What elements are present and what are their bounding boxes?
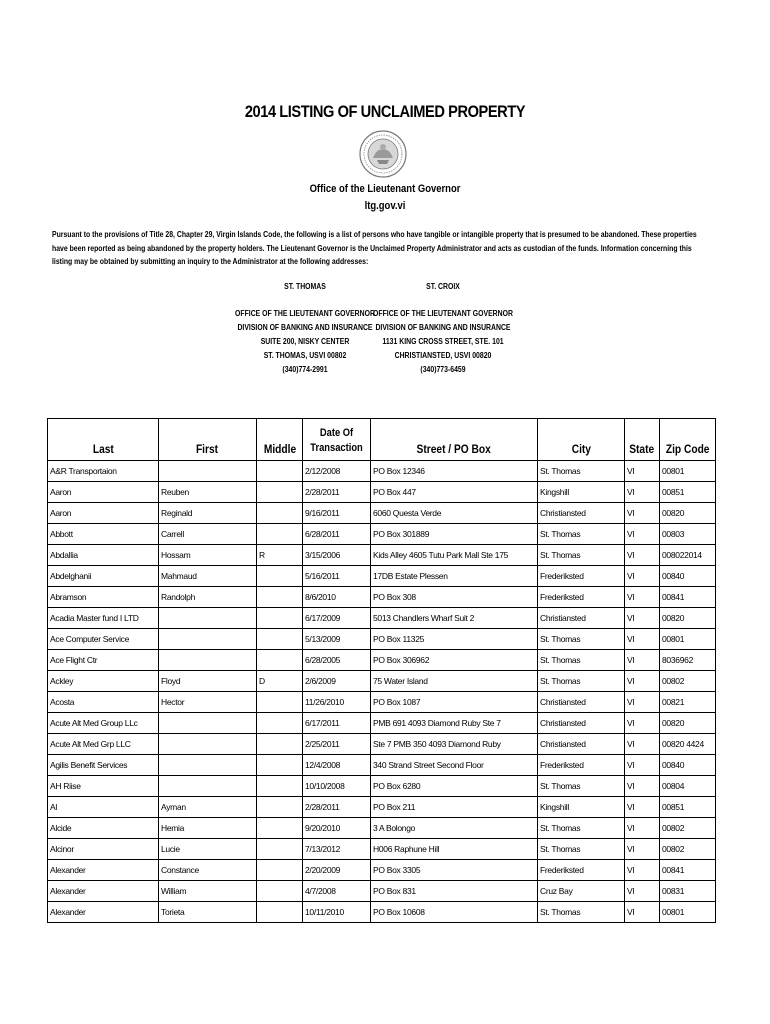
cell-street: PO Box 306962 [371,650,538,671]
cell-first: Hossam [159,545,257,566]
address-line: CHRISTIANSTED, USVI 00820 [394,351,492,360]
cell-state: VI [625,734,660,755]
cell-middle [257,608,303,629]
cell-first: Hemia [159,818,257,839]
table-row [48,902,716,923]
cell-middle: D [257,671,303,692]
cell-zip: 00831 [660,881,716,902]
column-header-middle: Middle [257,419,303,461]
cell-last: Ace Computer Service [48,629,159,650]
cell-city: St. Thomas [538,671,625,692]
address-st-croix [361,280,524,377]
cell-zip: 00801 [660,461,716,482]
cell-middle [257,713,303,734]
cell-middle [257,566,303,587]
cell-middle [257,692,303,713]
column-header-zip: Zip Code [660,419,716,461]
cell-first: Ayman [159,797,257,818]
seal-icon [359,130,407,178]
cell-middle: R [257,545,303,566]
cell-first: Carrell [159,524,257,545]
cell-first: Lucie [159,839,257,860]
table-row [48,482,716,503]
table-row [48,524,716,545]
table-row [48,734,716,755]
cell-first: Reginald [159,503,257,524]
cell-date: 2/6/2009 [303,671,371,692]
cell-city: Frederiksted [538,566,625,587]
column-header-city: City [538,419,625,461]
cell-middle [257,629,303,650]
cell-zip: 00820 [660,713,716,734]
cell-date: 5/13/2009 [303,629,371,650]
cell-street: 6060 Questa Verde [371,503,538,524]
cell-first [159,629,257,650]
cell-zip: 00820 [660,503,716,524]
cell-date: 8/6/2010 [303,587,371,608]
cell-state: VI [625,650,660,671]
table-row [48,461,716,482]
cell-middle [257,755,303,776]
cell-zip: 00820 [660,608,716,629]
cell-state: VI [625,755,660,776]
cell-first: Torieta [159,902,257,923]
cell-city: Kingshill [538,482,625,503]
cell-date: 6/28/2005 [303,650,371,671]
cell-zip: 00851 [660,797,716,818]
cell-date: 2/12/2008 [303,461,371,482]
cell-first [159,461,257,482]
cell-city: St. Thomas [538,839,625,860]
address-line: OFFICE OF THE LIEUTENANT GOVERNOR [373,309,513,318]
cell-street: 3 A Bolongo [371,818,538,839]
cell-date: 2/28/2011 [303,482,371,503]
cell-first: William [159,881,257,902]
cell-zip: 00804 [660,776,716,797]
cell-first: Hector [159,692,257,713]
cell-state: VI [625,776,660,797]
cell-middle [257,797,303,818]
cell-date: 6/17/2009 [303,608,371,629]
cell-street: PO Box 3305 [371,860,538,881]
table-row [48,860,716,881]
table-row [48,503,716,524]
cell-date: 10/10/2008 [303,776,371,797]
column-header-first: First [159,419,257,461]
cell-zip: 00803 [660,524,716,545]
cell-city: Kingshill [538,797,625,818]
table-row [48,566,716,587]
cell-zip: 00840 [660,755,716,776]
cell-zip: 00802 [660,671,716,692]
table-row [48,629,716,650]
cell-street: PO Box 12346 [371,461,538,482]
cell-street: PO Box 308 [371,587,538,608]
cell-last: Aaron [48,503,159,524]
cell-date: 5/16/2011 [303,566,371,587]
cell-street: PO Box 831 [371,881,538,902]
cell-middle [257,524,303,545]
table-row [48,713,716,734]
column-header-street: Street / PO Box [371,419,538,461]
cell-middle [257,503,303,524]
cell-date: 11/26/2010 [303,692,371,713]
address-line: (340)773-6459 [420,365,466,374]
cell-zip: 00801 [660,902,716,923]
cell-date: 6/17/2011 [303,713,371,734]
table-row [48,797,716,818]
cell-middle [257,818,303,839]
address-heading: ST. THOMAS [284,282,326,291]
page-title: 2014 LISTING OF UNCLAIMED PROPERTY [244,102,526,121]
cell-first: Floyd [159,671,257,692]
cell-street: PO Box 211 [371,797,538,818]
cell-state: VI [625,671,660,692]
cell-zip: 00802 [660,818,716,839]
cell-state: VI [625,860,660,881]
cell-zip: 00820 4424 [660,734,716,755]
cell-city: St. Thomas [538,629,625,650]
cell-last: Acadia Master fund I LTD [48,608,159,629]
cell-state: VI [625,818,660,839]
table-body [48,461,716,923]
cell-zip: 00821 [660,692,716,713]
cell-city: St. Thomas [538,545,625,566]
cell-last: Alcinor [48,839,159,860]
cell-date: 12/4/2008 [303,755,371,776]
cell-last: Aaron [48,482,159,503]
cell-city: Frederiksted [538,587,625,608]
cell-zip: 00841 [660,587,716,608]
cell-last: AH Riise [48,776,159,797]
cell-date: 4/7/2008 [303,881,371,902]
cell-state: VI [625,524,660,545]
cell-middle [257,902,303,923]
cell-last: Alexander [48,860,159,881]
cell-first: Reuben [159,482,257,503]
address-line: ST. THOMAS, USVI 00802 [263,351,347,360]
cell-middle [257,461,303,482]
cell-last: Agilis Benefit Services [48,755,159,776]
cell-last: Abdelghanii [48,566,159,587]
cell-state: VI [625,692,660,713]
cell-last: Abbott [48,524,159,545]
table-row [48,671,716,692]
cell-zip: 00840 [660,566,716,587]
table-row [48,818,716,839]
cell-middle [257,587,303,608]
table-row [48,608,716,629]
cell-street: PO Box 6280 [371,776,538,797]
cell-middle [257,650,303,671]
cell-middle [257,776,303,797]
cell-last: Acosta [48,692,159,713]
cell-street: PO Box 301889 [371,524,538,545]
column-header-state: State [625,419,660,461]
cell-street: 17DB Estate Plessen [371,566,538,587]
cell-date: 10/11/2010 [303,902,371,923]
cell-date: 9/20/2010 [303,818,371,839]
cell-first [159,776,257,797]
cell-street: PO Box 10608 [371,902,538,923]
cell-state: VI [625,713,660,734]
cell-date: 9/16/2011 [303,503,371,524]
cell-last: Ackley [48,671,159,692]
cell-state: VI [625,839,660,860]
address-line: DIVISION OF BANKING AND INSURANCE [237,323,373,332]
cell-last: Alexander [48,881,159,902]
cell-last: Alexander [48,902,159,923]
cell-last: Abramson [48,587,159,608]
office-name: Office of the Lieutenant Governor [309,183,461,195]
cell-street: PO Box 447 [371,482,538,503]
address-line: DIVISION OF BANKING AND INSURANCE [375,323,511,332]
table-row [48,545,716,566]
address-line: OFFICE OF THE LIEUTENANT GOVERNOR [235,309,375,318]
cell-last: Ace Flight Ctr [48,650,159,671]
cell-city: Frederiksted [538,860,625,881]
cell-zip: 8036962 [660,650,716,671]
column-header-date: Date Of Transaction [303,419,371,461]
cell-last: Al [48,797,159,818]
cell-middle [257,734,303,755]
table-row [48,881,716,902]
address-line: SUITE 200, NISKY CENTER [260,337,350,346]
cell-first: Constance [159,860,257,881]
table-row [48,776,716,797]
cell-middle [257,881,303,902]
address-line: (340)774-2991 [282,365,328,374]
cell-state: VI [625,587,660,608]
table-row [48,755,716,776]
cell-city: St. Thomas [538,524,625,545]
cell-street: H006 Raphune Hill [371,839,538,860]
cell-city: Christiansted [538,692,625,713]
cell-date: 6/28/2011 [303,524,371,545]
cell-date: 2/25/2011 [303,734,371,755]
cell-state: VI [625,545,660,566]
website: ltg.gov.vi [364,200,406,212]
table-row [48,692,716,713]
cell-state: VI [625,902,660,923]
cell-street: 75 Water Island [371,671,538,692]
cell-date: 3/15/2006 [303,545,371,566]
table-row [48,839,716,860]
cell-first [159,734,257,755]
cell-street: PO Box 1087 [371,692,538,713]
cell-first [159,650,257,671]
cell-state: VI [625,881,660,902]
cell-last: Abdallia [48,545,159,566]
table-header-row [48,419,716,461]
cell-city: Frederiksted [538,755,625,776]
cell-first: Randolph [159,587,257,608]
cell-street: 5013 Chandlers Wharf Suit 2 [371,608,538,629]
table-row [48,650,716,671]
cell-date: 2/28/2011 [303,797,371,818]
cell-date: 2/20/2009 [303,860,371,881]
cell-zip: 008022014 [660,545,716,566]
cell-city: Cruz Bay [538,881,625,902]
cell-last: Acute Alt Med Group LLc [48,713,159,734]
cell-first: Mahmaud [159,566,257,587]
cell-last: Acute Alt Med Grp LLC [48,734,159,755]
cell-state: VI [625,461,660,482]
cell-zip: 00841 [660,860,716,881]
cell-first [159,713,257,734]
cell-first [159,755,257,776]
cell-state: VI [625,482,660,503]
cell-zip: 00802 [660,839,716,860]
cell-date: 7/13/2012 [303,839,371,860]
cell-state: VI [625,629,660,650]
cell-street: PMB 691 4093 Diamond Ruby Ste 7 [371,713,538,734]
cell-state: VI [625,608,660,629]
cell-street: 340 Strand Street Second Floor [371,755,538,776]
cell-city: Christiansted [538,734,625,755]
column-header-last: Last [48,419,159,461]
address-line: 1131 KING CROSS STREET, STE. 101 [382,337,504,346]
cell-last: A&R Transportaion [48,461,159,482]
intro-paragraph: Pursuant to the provisions of Title 28, Chapter 29, Virgin Islands Code, the following is a list of persons who have tangible or intangible property that is presumed to be abandoned. These properties have been reported as being abandoned by the property holders. The Lieutenant Governor is the Unclaimed Property Administrator and acts as custodian of the funds. Information concerning this listing may be obtained by submitting an inquiry to the Administrator at the following addresses: [52,230,697,266]
cell-city: Christiansted [538,608,625,629]
cell-city: St. Thomas [538,461,625,482]
address-heading: ST. CROIX [426,282,460,291]
cell-state: VI [625,797,660,818]
cell-state: VI [625,503,660,524]
cell-city: St. Thomas [538,818,625,839]
cell-street: PO Box 11325 [371,629,538,650]
cell-zip: 00851 [660,482,716,503]
cell-last: Alcide [48,818,159,839]
cell-city: St. Thomas [538,650,625,671]
cell-city: St. Thomas [538,902,625,923]
cell-street: Kids Alley 4605 Tutu Park Mall Ste 175 [371,545,538,566]
cell-state: VI [625,566,660,587]
table-row [48,587,716,608]
cell-city: Christiansted [538,503,625,524]
cell-middle [257,839,303,860]
cell-middle [257,860,303,881]
unclaimed-property-table [47,418,716,923]
cell-first [159,608,257,629]
cell-city: Christiansted [538,713,625,734]
cell-zip: 00801 [660,629,716,650]
cell-street: Ste 7 PMB 350 4093 Diamond Ruby [371,734,538,755]
cell-city: St. Thomas [538,776,625,797]
cell-middle [257,482,303,503]
